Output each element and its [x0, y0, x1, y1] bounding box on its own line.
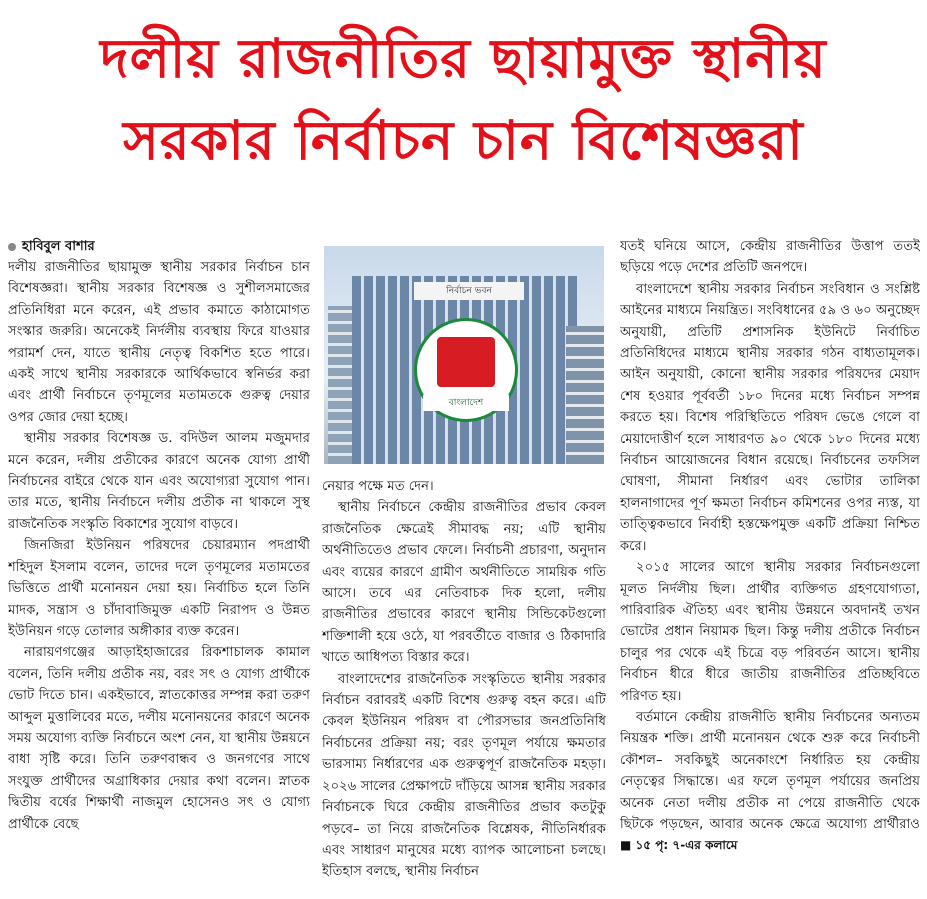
headline [0, 18, 927, 182]
election-commission-emblem-icon [414, 318, 518, 422]
column-1 [8, 236, 310, 896]
paragraph: দলীয় রাজনীতির ছায়ামুক্ত স্থানীয় সরকার নির্বাচন চান বিশেষজ্ঞরা। স্থানীয় সরকার বিশেষজ্ঞ ও সুশীলসমাজের প্রতিনিধিরা মনে করেন, এই প্রভাব কমাতে কাঠামোগত সংস্কার জরুরি। অনেকেই নির্দলীয় ব্যবস্থায় ফিরে যাওয়ার পরামর্শ দেন, যাতে স্থানীয় নেতৃত্ব বিকশিত হতে পারে। একই সাথে স্থানীয় সরকারকে আর্থিকভাবে স্বনির্ভর করা এবং প্রার্থী নির্বাচনে তৃণমূলের মতামতকে গুরুত্ব দেয়ার ওপর জোর দেয়া হচ্ছে। [8, 260, 310, 425]
paragraph: বাংলাদেশের রাজনৈতিক সংস্কৃতিতে স্থানীয় সরকার নির্বাচন বরাবরই একটি বিশেষ গুরুত্ব বহন করে। এটি কেবল ইউনিয়ন পরিষদ বা পৌরসভার জনপ্রতিনিধি নির্বাচনের প্রক্রিয়া নয়; বরং তৃণমূল পর্যায়ে ক্ষমতার ভারসাম্য নির্ধারণের এক গুরুত্বপূর্ণ রাজনৈতিক মহড়া। ২০২৬ সালের প্রেক্ষাপটে দাঁড়িয়ে আসন্ন স্থানীয় সরকার নির্বাচনকে ঘিরে কেন্দ্রীয় রাজনীতির প্রভাব কতটুকু পড়বে– তা নিয়ে রাজনৈতিক বিশ্লেষক, নীতিনির্ধারক এবং সাধারণ মানুষের মধ্যে ব্যাপক আলোচনা চলছে। ইতিহাস বলছে, স্থানীয় নির্বাচন [322, 671, 606, 880]
author-name: হাবিবুল বাশার [22, 239, 95, 254]
headline-line-2: সরকার নির্বাচন চান বিশেষজ্ঞরা [123, 109, 804, 172]
building-right-wing [566, 326, 604, 464]
building-sign: নির্বাচন ভবন [414, 282, 524, 300]
ballot-box-icon [437, 337, 495, 387]
paragraph: যতই ঘনিয়ে আসে, কেন্দ্রীয় রাজনীতির উত্তাপ ততই ছড়িয়ে পড়ে দেশের প্রতিটি জনপদে। [620, 239, 920, 276]
article-body [0, 236, 927, 899]
column-2 [322, 476, 606, 896]
paragraph: নারায়ণগঞ্জের আড়াইহাজারের রিকশাচালক কামাল বলেন, তিনি দলীয় প্রতীক নয়, বরং সৎ ও যোগ্য প্রার্থীকে ভোট দিতে চান। একইভাবে, স্নাতকোত্তর সম্পন্ন করা তরুণ আব্দুল মুত্তালিবের মতে, দলীয় মনোনয়নের কারণে অনেক সময় অযোগ্য ব্যক্তি নির্বাচনে অংশ নেন, যা স্থানীয় উন্নয়নে বাধা সৃষ্টি করে। তিনি তরুণবান্ধব ও জনগণের সাথে সংযুক্ত প্রার্থীদের অগ্রাধিকার দেয়ার কথা বলেন। স্নাতক দ্বিতীয় বর্ষের শিক্ষার্থী নাজমুল হোসেনও সৎ ও যোগ্য প্রার্থীকে বেছে [8, 645, 310, 832]
paragraph: ২০১৫ সালের আগে স্থানীয় সরকার নির্বাচনগুলো মূলত নির্দলীয় ছিল। প্রার্থীর ব্যক্তিগত গ্রহণযোগ্যতা, পারিবারিক ঐতিহ্য এবং স্থানীয় উন্নয়নে অবদানই তখন ভোটের প্রধান নিয়ামক ছিল। কিন্তু দলীয় প্রতীকে নির্বাচন চালুর পর থেকে এই চিত্রে বড় পরিবর্তন আসে। স্থানীয় নির্বাচন ধীরে ধীরে জাতীয় রাজনীতির প্রতিচ্ছবিতে পরিণত হয়। [620, 560, 920, 704]
emblem-label: বাংলাদেশ [423, 395, 509, 411]
bullet-dot-icon [8, 243, 16, 251]
paragraph: স্থানীয় নির্বাচনে কেন্দ্রীয় রাজনীতির প্রভাব কেবল রাজনৈতিক ক্ষেত্রেই সীমাবদ্ধ নয়; এটি স্থানীয় অর্থনীতিতেও প্রভাব ফেলে। নির্বাচনী প্রচারণা, অনুদান এবং ব্যয়ের কারণে গ্রামীণ অর্থনীতিতে সাময়িক গতি আসে। তবে এর নেতিবাচক দিক হলো, দলীয় রাজনীতির প্রভাবের কারণে স্থানীয় সিন্ডিকেটগুলো শক্তিশালী হয়ে ওঠে, যা পরবর্তীতে বাজার ও ঠিকাদারি খাতে আধিপত্য বিস্তার করে। [322, 500, 606, 666]
paragraph [620, 707, 920, 857]
election-building-photo [324, 246, 604, 464]
paragraph: স্থানীয় সরকার বিশেষজ্ঞ ড. বদিউল আলম মজুমদার মনে করেন, দলীয় প্রতীকের কারণে অনেক যোগ্য প্রার্থী নির্বাচনের বাইরে থেকে যান এবং অযোগ্যরা সুযোগ পান। তার মতে, স্থানীয় নির্বাচনে দলীয় প্রতীক না থাকলে সুস্থ রাজনৈতিক সংস্কৃতি বিকাশের সুযোগ বাড়বে। [8, 431, 310, 532]
headline-line-1: দলীয় রাজনীতির ছায়ামুক্ত স্থানীয় [100, 27, 827, 90]
byline [8, 236, 310, 257]
paragraph: নেয়ার পক্ষে মত দেন। [322, 479, 434, 494]
paragraph: জিনজিরা ইউনিয়ন পরিষদের চেয়ারম্যান পদপ্রার্থী শহিদুল ইসলাম বলেন, তাদের দলে তৃণমূলের মতামতের ভিত্তিতে প্রার্থী মনোনয়ন দেয়া হয়। নির্বাচিত হলে তিনি মাদক, সন্ত্রাস ও চাঁদাবাজিমুক্ত একটি নিরাপদ ও উন্নত ইউনিয়ন গড়ে তোলার অঙ্গীকার ব্যক্ত করেন। [8, 538, 310, 639]
paragraph-text: বর্তমানে কেন্দ্রীয় রাজনীতি স্থানীয় নির্বাচনের অন্যতম নিয়ন্ত্রক শক্তি। প্রার্থী মনোনয়ন থেকে শুরু করে নির্বাচনী কৌশল– সবকিছুই অনেকাংশে নির্ধারিত হয় কেন্দ্রীয় নেতৃত্বের সিদ্ধান্তে। এর ফলে তৃণমূল পর্যায়ের জনপ্রিয় অনেক নেতা দলীয় প্রতীক না পেয়ে রাজনীতি থেকে ছিটকে পড়ছেন, আবার অনেক ক্ষেত্রে অযোগ্য প্রার্থীরাও [620, 709, 920, 832]
continuation-note: ■ ১৫ পৃ: ৭-এর কলামে [620, 838, 738, 853]
paragraph: বাংলাদেশে স্থানীয় সরকার নির্বাচন সংবিধান ও সংশ্লিষ্ট আইনের মাধ্যমে নিয়ন্ত্রিত। সংবিধানের ৫৯ ও ৬০ অনুচ্ছেদ অনুযায়ী, প্রতিটি প্রশাসনিক ইউনিটে নির্বাচিত প্রতিনিধিদের মাধ্যমে স্থানীয় সরকার গঠন বাধ্যতামূলক। আইন অনুযায়ী, কোনো স্থানীয় সরকার পরিষদের মেয়াদ শেষ হওয়ার পূর্ববর্তী ১৮০ দিনের মধ্যে নির্বাচন সম্পন্ন করতে হয়। বিশেষ পরিস্থিতিতে পরিষদ ভেঙে গেলে বা মেয়াদোত্তীর্ণ হলে সাধারণত ৯০ থেকে ১৮০ দিনের মধ্যে নির্বাচন আয়োজনের বিধান রয়েছে। নির্বাচনের তফসিল ঘোষণা, সীমানা নির্ধারণ এবং ভোটার তালিকা হালনাগাদের পূর্ণ ক্ষমতা নির্বাচন কমিশনের ওপর ন্যস্ত, যা তাত্ত্বিকভাবে নির্বাহী হস্তক্ষেপমুক্ত একটি প্রক্রিয়া নিশ্চিত করে। [620, 281, 920, 554]
column-3 [620, 236, 920, 896]
